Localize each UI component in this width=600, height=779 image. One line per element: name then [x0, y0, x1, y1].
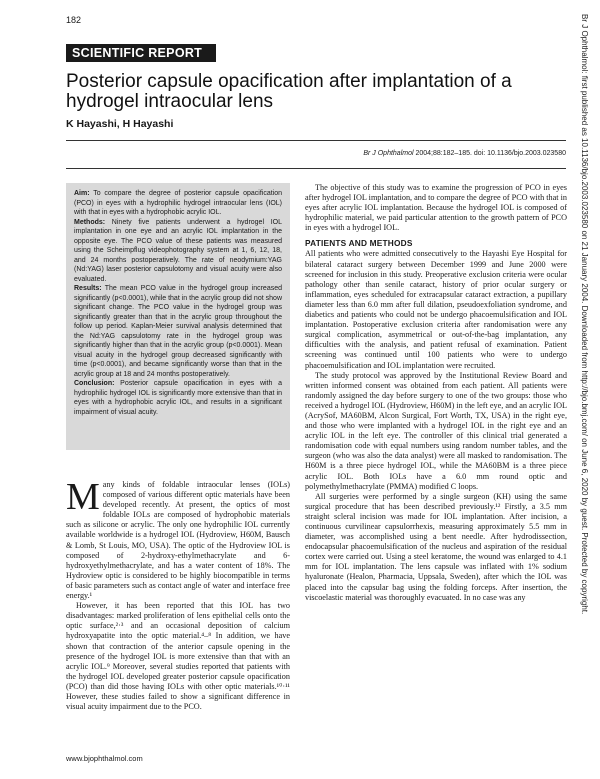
right-column: [305, 183, 567, 603]
abstract-conclusion: Conclusion: Posterior capsule opacification in eyes with a hydrophilic hydrogel IOL is significantly more extensive than that in eyes with a hydrophobic acrylic IOL, and results in a significant impairment of visual acuity.: [74, 380, 282, 416]
drop-cap: M: [66, 476, 100, 518]
citation-journal: Br J Ophthalmol: [363, 150, 414, 157]
abstract-methods: Methods: Ninety five patients underwent a hydrogel IOL implantation in one eye and an acrylic IOL implantation in the opposite eye. The PCO value of these patients was measured using the Scheimpflug videophotography system at 1, 6, 12, 18, and 24 months postoperatively. The rate of neodymium:YAG (Nd:YAG) laser posterior capsulotomy and visual acuity were also evaluated.: [74, 218, 282, 283]
citation: [290, 150, 566, 157]
methods-paragraph-3: All surgeries were performed by a single surgeon (KH) using the same surgical procedure that has been described previously.¹² Firstly, a 3.5 mm straight scleral incision was made for IOL implantation. After incision, a continuous curvilinear capsulorrhexis, measuring approximately 5.5 mm in diameter, was accomplished using a bent needle. After hydrodissection, endocapsular phacoemulsification of the nucleus and aspiration of the residual cortex were carried out. Using a steel keratome, the wound was enlarged to 4.1 mm for IOL implantation. The lens capsule was inflated with 1% sodium hyaluronate (Healon, Pharmacia, Uppsala, Sweden), after which the IOL was placed into the capsular bag using the folding forceps. After insertion, the viscoelastic material was thoroughly evacuated. In no case was any: [305, 491, 567, 602]
copyright-sidebar: [577, 14, 591, 764]
sidebar-text: Br J Ophthalmol: first published as 10.1136/bjo.2003.023580 on 21 January 2004. Downloaded from http://bjo.bmj.com/ on June 6, 2020 by guest. Protected by copyright.: [580, 14, 589, 615]
intro-paragraph-2: However, it has been reported that this IOL has two disadvantages: marked proliferation of lens epithelial cells onto the optic surface,²·³ and an occasional deposition of calcium hydroxyapatite into the optic material.⁴–⁸ In addition, we have shown that contraction of the anterior capsule opening in the presence of the hydrogel IOL is more extensive than that with an acrylic IOL.⁹ Moreover, several studies reported that patients with the hydrogel IOL developed greater posterior capsule opacification (PCO) than did those having IOLs with other optic materials.¹⁰·¹¹ However, these studies failed to show a significant difference in visual acuity impairment due to the PCO.: [66, 601, 290, 712]
footer-url[interactable]: www.bjophthalmol.com: [66, 754, 143, 763]
methods-paragraph-1: All patients who were admitted consecutively to the Hayashi Eye Hospital for bilateral cataract surgery between December 1999 and June 2000 were screened for inclusion in this study. Preoperative exclusion criteria were ocular pathology other than senile cataract, history of prior ocular surgery or inflammation, eyes scheduled for extracapsular cataract extraction, a pupillary diameter less than 6.0 mm after full dilation, pseudoexfoliation syndrome, and diabetics and patients who could not be undergo phacoemulsification and IOL implantation. Postoperative exclusion criteria after randomisation were any surgical complication, asymmetrical or out-of-the-bag implantation, any difficulties with the analysis, and patient refusal of examination. Patient screening was continued until 100 patients who were to undergo phacoemulsification and IOL implantation were recruited.: [305, 249, 567, 370]
methods-paragraph-2: The study protocol was approved by the Institutional Review Board and written informed consent was obtained from each patient. All patients were randomly assigned the day before surgery to one of the two groups: those who received a hydrogel IOL (Hydroview, H60M) in the left eye, and an acrylic IOL (AcrySof, MA60BM, Alcon Surgical, Fort Worth, TX, USA) in the right eye, and those who were implanted with a hydrogel IOL in the right eye and an acrylic IOL in the left eye. The controller of this clinical trial generated a randomisation code with equal numbers using random number tables, and the surgeon (who was also the data analyst) were all masked to randomisation. The H60M is a three piece hydrogel IOL, while the MA60BM is a three piece acrylic IOL. Both IOLs have a 6.0 mm round optic and polymethylmethacrylate (PMMA) modified C loops.: [305, 370, 567, 491]
objective-paragraph: The objective of this study was to examine the progression of PCO in eyes after hydrogel IOL implantation, and to compare the degree of PCO with that in eyes after acrylic IOL implantation. Because the hydrogel IOL is composed of hydrophilic material, we paid particular attention to the growth pattern of PCO in eyes with a hydrogel IOL.: [305, 183, 567, 233]
page-number: 182: [66, 15, 82, 25]
citation-details: 2004;88:182–185. doi: 10.1136/bjo.2003.023580: [413, 150, 566, 157]
abstract-aim: Aim: To compare the degree of posterior capsule opacification (PCO) in eyes with a hydrophilic hydrogel intraocular lens (IOL) with that in eyes with a hydrophobic acrylic IOL.: [74, 190, 282, 216]
section-label: SCIENTIFIC REPORT: [66, 44, 216, 62]
article-title: Posterior capsule opacification after implantation of a hydrogel intraocular lens: [66, 71, 512, 112]
bottom-divider: [66, 168, 566, 169]
abstract-results: Results: The mean PCO value in the hydrogel group increased significantly (p<0.0001), while that in the acrylic group did not show significant change. The PCO value in the hydrogel group was significantly greater than that in the acrylic group throughout the follow up period. Kaplan-Meier survival analysis determined that the Nd:YAG capsulotomy rate in the hydrogel group was significantly higher than that in the acrylic group (p<0.0001). Mean visual acuity in the hydrogel group decreased significantly with time (p<0.0001), and became significantly worse than that in the acrylic group at 18 and 24 months postoperatively.: [74, 285, 282, 378]
left-column: [66, 476, 290, 712]
authors: K Hayashi, H Hayashi: [66, 118, 174, 130]
intro-paragraph-1: Many kinds of foldable intraocular lenses (IOLs) composed of various different optic materials have been developed recently. At present, the optics of most foldable IOLs are composed of hydrophobic materials such as silicone or acrylic. The only one hydrophilic IOL currently available worldwide is a hydrogel IOL (Hydroview, H60M, Bausch & Lomb, St Louis, MO, USA). The optic of the Hydroview IOL is composed of 2-hydroxy-ethylmethacrylate and 6-hydroxyethylmethacrylate, and has a water content of 18%. The Hydroview optic is considered to be highly biocompatible in terms of basic parameters such as contact angle of water and interface free energy.¹: [66, 476, 290, 601]
abstract-box: [66, 183, 290, 450]
section-heading-methods: PATIENTS AND METHODS: [305, 238, 413, 249]
top-divider: [66, 140, 566, 141]
